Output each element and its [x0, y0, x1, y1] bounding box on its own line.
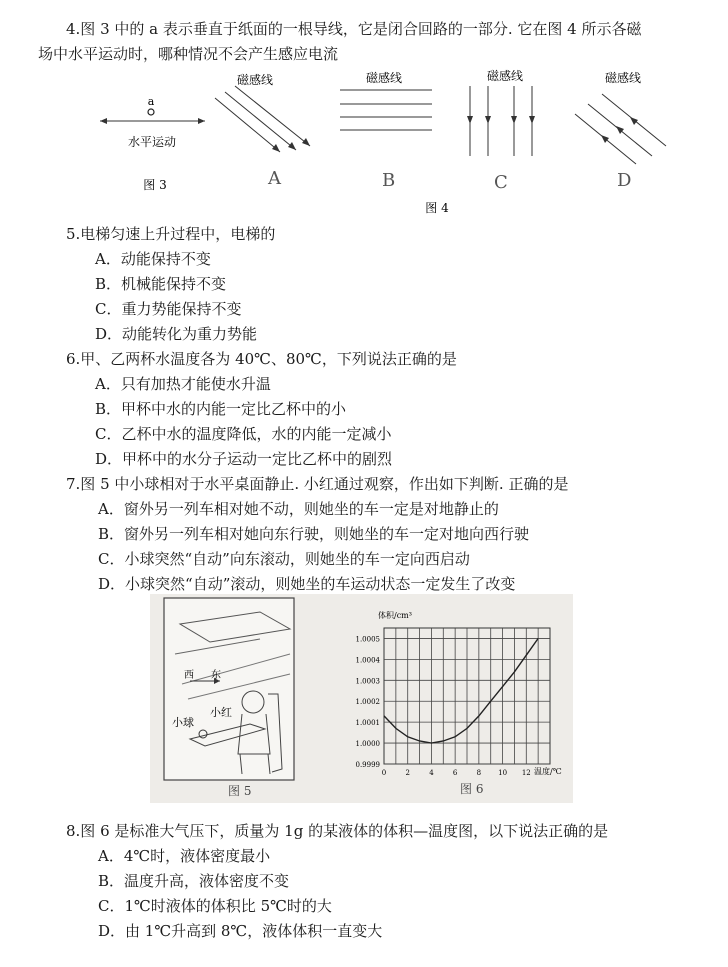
q8-option-c: C．1℃时液体的体积比 5℃时的大	[98, 897, 332, 915]
panel-b-letter: B	[382, 170, 396, 191]
chart-y-tick-label: 1.0001	[355, 719, 380, 728]
chart-ylabel: 体积/cm³	[378, 611, 412, 620]
panel-b-field-label: 磁感线	[365, 71, 403, 85]
chart-y-tick-label: 0.9999	[355, 761, 380, 769]
chart-y-tick-label: 1.0000	[355, 740, 380, 749]
q8-option-b: B．温度升高，液体密度不变	[98, 872, 290, 890]
q7-option-d: D．小球突然“自动”滚动，则她坐的车运动状态一定发生了改变	[98, 575, 516, 593]
fig5-caption: 图 5	[228, 784, 252, 798]
q4-stem-line2: 场中水平运动时，哪种情况不会产生感应电流	[38, 45, 339, 63]
chart-x-tick-label: 8	[476, 769, 482, 777]
chart-series-line	[384, 639, 538, 744]
q5-option-b: B．机械能保持不变	[95, 275, 227, 293]
q6-stem: 6.甲、乙两杯水温度各为 40℃、80℃，下列说法正确的是	[66, 350, 457, 368]
q7-option-c: C．小球突然“自动”向东滚动，则她坐的车一定向西启动	[98, 550, 470, 568]
chart-x-tick-label: 6	[452, 769, 458, 777]
fig3-wire-label: a	[147, 95, 155, 108]
panel-d-field-label: 磁感线	[604, 71, 642, 85]
chart-y-tick-label: 1.0005	[355, 635, 380, 644]
panel-a-field-lines	[215, 86, 310, 152]
q7-option-a: A．窗外另一列车相对她不动，则她坐的车一定是对地静止的	[98, 500, 499, 518]
fig5-east: 东	[211, 670, 221, 681]
chart-x-tick-label: 2	[405, 769, 410, 777]
chart-x-tick-label: 0	[381, 769, 387, 777]
fig5-west: 西	[184, 670, 194, 681]
panel-a-letter: A	[268, 168, 281, 189]
q6-option-a: A．只有加热才能使水升温	[95, 375, 271, 393]
q7-option-b: B．窗外另一列车相对她向东行驶，则她坐的车一定对地向西行驶	[98, 525, 530, 543]
panel-b-field-lines	[340, 90, 432, 130]
q8-option-d: D．由 1℃升高到 8℃，液体体积一直变大	[98, 922, 383, 940]
figure-3-4	[0, 62, 728, 222]
panel-c-letter: C	[494, 172, 508, 193]
fig6-caption: 图 6	[460, 782, 484, 796]
q8-option-a: A．4℃时，液体密度最小	[98, 847, 271, 865]
fig3-wire-dot	[148, 109, 154, 115]
chart-y-tick-label: 1.0002	[355, 698, 380, 707]
q6-option-c: C．乙杯中水的温度降低，水的内能一定减小	[95, 425, 392, 443]
panel-c-field-lines	[470, 86, 532, 156]
q7-stem: 7.图 5 中小球相对于水平桌面静止. 小红通过观察，作出如下判断. 正确的是	[66, 475, 569, 493]
chart-x-tick-label: 4	[429, 769, 434, 777]
panel-d-letter: D	[617, 170, 632, 191]
panel-a-field-label: 磁感线	[236, 73, 274, 87]
q6-option-b: B．甲杯中水的内能一定比乙杯中的小	[95, 400, 347, 418]
panel-c-field-label: 磁感线	[486, 69, 524, 83]
q5-option-c: C．重力势能保持不变	[95, 300, 242, 318]
q8-stem: 8.图 6 是标准大气压下，质量为 1g 的某液体的体积—温度图，以下说法正确的是	[66, 822, 609, 840]
fig5-girl-label: 小红	[210, 706, 232, 719]
fig3-motion-label: 水平运动	[127, 135, 177, 149]
q5-option-d: D．动能转化为重力势能	[95, 325, 258, 343]
q5-option-a: A．动能保持不变	[95, 250, 211, 268]
q6-option-d: D．甲杯中的水分子运动一定比乙杯中的剧烈	[95, 450, 393, 468]
fig4-caption: 图 4	[425, 201, 449, 215]
chart-x-tick-label: 10	[498, 769, 508, 777]
chart-y-tick-label: 1.0004	[355, 656, 380, 665]
q5-stem: 5.电梯匀速上升过程中，电梯的	[66, 225, 276, 243]
fig5-ball-label: 小球	[172, 716, 194, 729]
figure-6-chart	[350, 594, 570, 803]
q4-stem-line1: 4.图 3 中的 a 表示垂直于纸面的一根导线，它是闭合回路的一部分. 它在图 4 所示各磁	[66, 20, 642, 38]
fig3-caption: 图 3	[143, 178, 167, 192]
figure-5-6-photo	[150, 594, 573, 803]
chart-xlabel: 温度/℃	[534, 767, 562, 776]
chart-y-tick-label: 1.0003	[355, 677, 380, 686]
chart-x-tick-label: 12	[521, 769, 531, 777]
